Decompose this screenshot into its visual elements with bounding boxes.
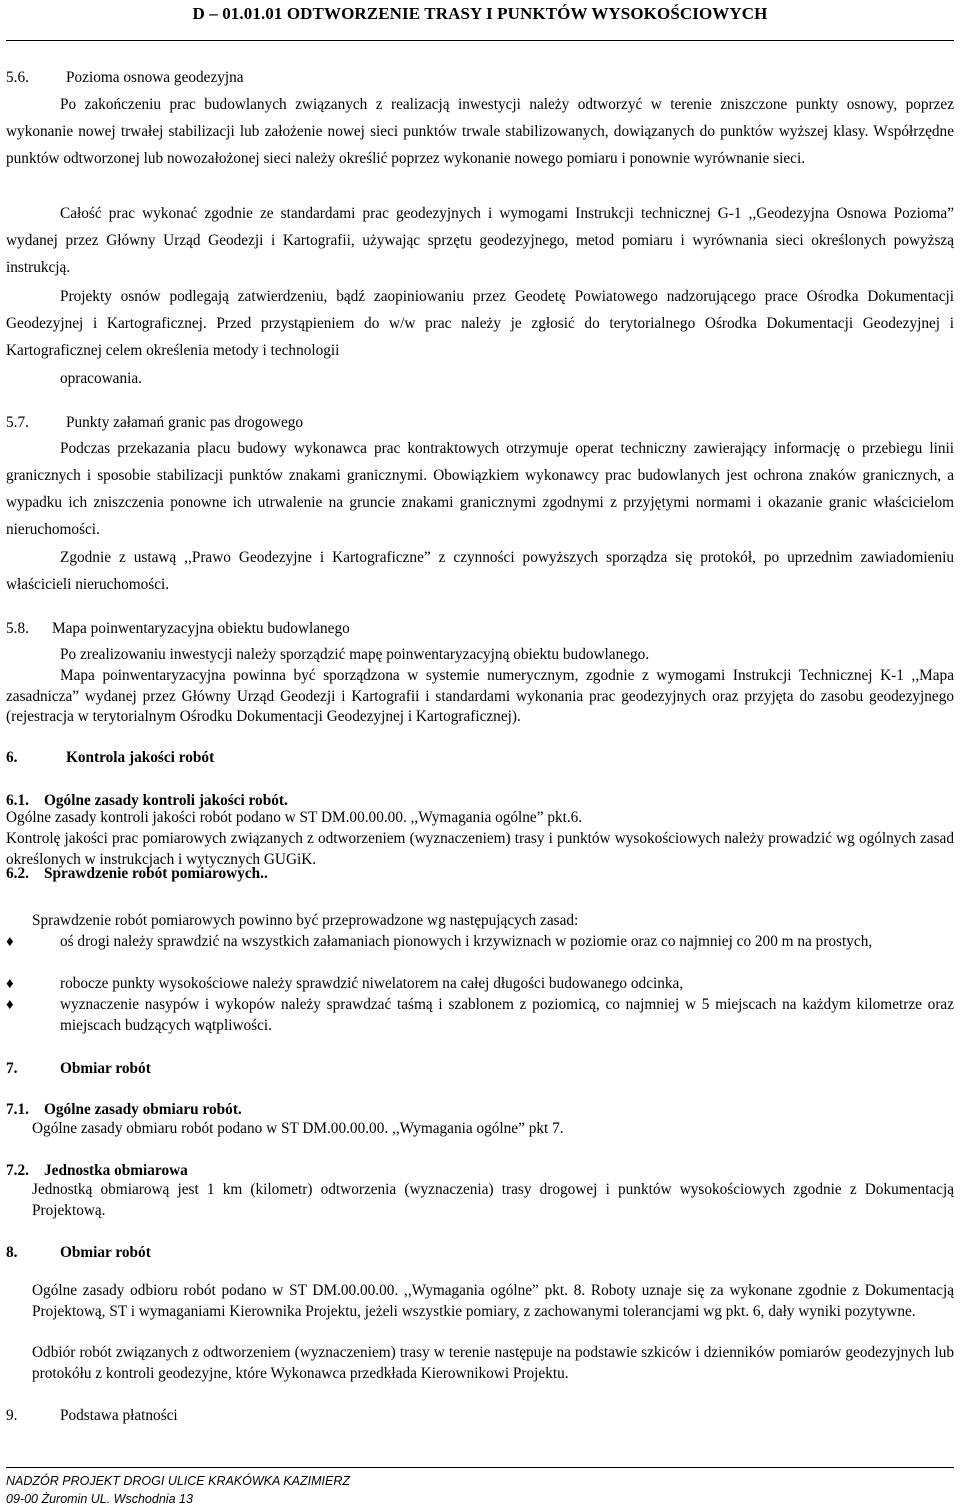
paragraph: Po zrealizowaniu inwestycji należy sporządzić mapę poinwentaryzacyjną obiektu budowlanego. <box>60 646 650 663</box>
paragraph-continuation: opracowania. <box>60 370 142 387</box>
paragraph: Jednostką obmiarową jest 1 km (kilometr) odtworzenia (wyznaczenia) trasy drogowej i punktów wysokościowych zgodnie z Dokumentacją Projektową. <box>32 1181 954 1219</box>
list-item: wyznaczenie nasypów i wykopów należy sprawdzać taśmą i szablonem z poziomicą, co najmniej w 5 miejscach na każdym kilometrze oraz miejscach budzących wątpliwości. <box>60 996 954 1034</box>
section-number: 6. <box>6 749 18 766</box>
section-number: 7.1. <box>6 1101 29 1118</box>
section-5-7-heading <box>6 409 954 436</box>
page-header-title: D – 01.01.01 ODTWORZENIE TRASY I PUNKTÓW WYSOKOŚCIOWYCH <box>192 4 768 23</box>
footer-line-2: 09-00 Żuromin UL. Wschodnia 13 <box>6 1492 193 1506</box>
paragraph: Całość prac wykonać zgodnie ze standardami prac geodezyjnych i wymogami Instrukcji technicznej G-1 ,,Geodezyjna Osnowa Pozioma” wydanej przez Główny Urząd Geodezji i Kartografii, używając sprzętu geodezyjnego, metod pomiaru i wyrównania sieci określonych powyższą instrukcją. <box>6 205 954 276</box>
section-number: 5.7. <box>6 414 29 431</box>
paragraph: Odbiór robót związanych z odtworzeniem (wyznaczeniem) trasy w terenie następuje na podstawie szkiców i dzienników pomiarów geodezyjnych lub protokółu z kontroli geodezyjne, które Wykonawca przedkłada Kierownikowi Projektu. <box>32 1344 954 1382</box>
paragraph: Ogólne zasady odbioru robót podano w ST DM.00.00.00. ,,Wymagania ogólne” pkt. 8. Roboty uznaje się za wykonane zgodnie z Dokumentacją Projektową, ST i wymaganiami Kierownika Projektu, jeżeli wszystkie pomiary, z zachowanymi tolerancjami wg pkt. 6, dały wyniki pozytywne. <box>32 1282 954 1320</box>
section-number: 8. <box>6 1244 18 1261</box>
diamond-bullet-icon: ♦ <box>6 997 14 1013</box>
section-title: Kontrola jakości robót <box>66 749 215 766</box>
section-title: Punkty załamań granic pas drogowego <box>66 414 304 431</box>
section-6-heading <box>6 744 954 771</box>
list-item: robocze punkty wysokościowe należy sprawdzić niwelatorem na całej długości budowanego odcinka, <box>60 975 684 992</box>
paragraph: Ogólne zasady obmiaru robót podano w ST DM.00.00.00. ,,Wymagania ogólne” pkt 7. <box>32 1120 564 1137</box>
footer-line-1: NADZÓR PROJEKT DROGI ULICE KRAKÓWKA KAZIMIERZ <box>6 1474 351 1488</box>
section-number: 5.8. <box>6 620 29 637</box>
section-8-heading <box>6 1239 954 1266</box>
footer-rule <box>6 1467 954 1468</box>
section-9-heading <box>6 1402 954 1429</box>
section-title: Jednostka obmiarowa <box>44 1162 188 1179</box>
section-number: 7. <box>6 1060 18 1077</box>
section-number: 6.1. <box>6 792 29 809</box>
section-title: Ogólne zasady obmiaru robót. <box>44 1101 242 1118</box>
section-title: Sprawdzenie robót pomiarowych.. <box>44 865 268 882</box>
section-6-2-heading <box>6 860 954 887</box>
diamond-bullet-icon: ♦ <box>6 976 14 992</box>
section-5-6-heading <box>6 64 954 91</box>
paragraph: Po zakończeniu prac budowlanych związanych z realizacją inwestycji należy odtworzyć w terenie zniszczone punkty osnowy, poprzez wykonanie nowej trwałej stabilizacji lub założenie nowej sieci punktów trwale stabilizowanych, dowiązanych do punktów wyższej klasy. Współrzędne punktów odtworzonej lub nowozałożonej sieci należy określić poprzez wykonanie nowego pomiaru i ponownie wyrównanie sieci. <box>6 96 954 167</box>
section-title: Obmiar robót <box>60 1060 151 1077</box>
paragraph: Podczas przekazania placu budowy wykonawca prac kontraktowych otrzymuje operat techniczny zawierający informację o przebiegu linii granicznych i sposobie stabilizacji punktów znakami granicznymi. Obowiązkiem wykonawcy prac budowlanych jest ochrona znaków granicznych, a wypadku ich zniszczenia ponowne ich utrwalenie na gruncie znakami granicznymi zgodnymi z przyjętymi normami i okazanie granic właścicielom nieruchomości. <box>6 440 954 538</box>
section-title: Pozioma osnowa geodezyjna <box>66 69 244 86</box>
section-title: Obmiar robót <box>60 1244 151 1261</box>
paragraph: Projekty osnów podlegają zatwierdzeniu, bądź zaopiniowaniu przez Geodetę Powiatowego nadzorującego prace Ośrodka Dokumentacji Geodezyjnej i Kartograficznej. Przed przystąpieniem do w/w prac należy je zgłosić do terytorialnego Ośrodka Dokumentacji Geodezyjnej i Kartograficznej celem określenia metody i technologii <box>6 288 954 359</box>
section-5-8-heading <box>6 615 954 642</box>
list-item: oś drogi należy sprawdzić na wszystkich załamaniach pionowych i krzywiznach w poziomie oraz co najmniej co 200 m na prostych, <box>60 933 873 950</box>
header-rule <box>6 40 954 41</box>
section-7-heading <box>6 1055 954 1082</box>
section-number: 9. <box>6 1407 18 1424</box>
section-number: 6.2. <box>6 865 29 882</box>
section-title: Podstawa płatności <box>60 1407 178 1424</box>
section-title: Ogólne zasady kontroli jakości robót. <box>44 792 288 809</box>
paragraph: Ogólne zasady kontroli jakości robót podano w ST DM.00.00.00. ,,Wymagania ogólne” pkt.6. <box>6 809 583 826</box>
section-number: 5.6. <box>6 69 29 86</box>
paragraph: Sprawdzenie robót pomiarowych powinno być przeprowadzone wg następujących zasad: <box>32 912 579 929</box>
section-title: Mapa poinwentaryzacyjna obiektu budowlanego <box>52 620 350 637</box>
paragraph: Mapa poinwentaryzacyjna powinna być sporządzona w systemie numerycznym, zgodnie z wymogami Instrukcji Technicznej K-1 ,,Mapa zasadnicza” wydanej przez Główny Urząd Geodezji i Kartografii i standardami wykonania prac geodezyjnych oraz przyjęta do zasobu geodezyjnego (rejestracja w terytorialnym Ośrodku Dokumentacji Geodezyjnej i Kartograficznej). <box>6 667 954 725</box>
paragraph: Kontrolę jakości prac pomiarowych związanych z odtworzeniem (wyznaczeniem) trasy i punktów wysokościowych należy prowadzić wg ogólnych zasad określonych w instrukcjach i wytycznych GUGiK. <box>6 830 954 868</box>
section-number: 7.2. <box>6 1162 29 1179</box>
paragraph: Zgodnie z ustawą ,,Prawo Geodezyjne i Kartograficzne” z czynności powyższych sporządza się protokół, po uprzednim zawiadomieniu właścicieli nieruchomości. <box>6 549 954 593</box>
diamond-bullet-icon: ♦ <box>6 934 14 950</box>
